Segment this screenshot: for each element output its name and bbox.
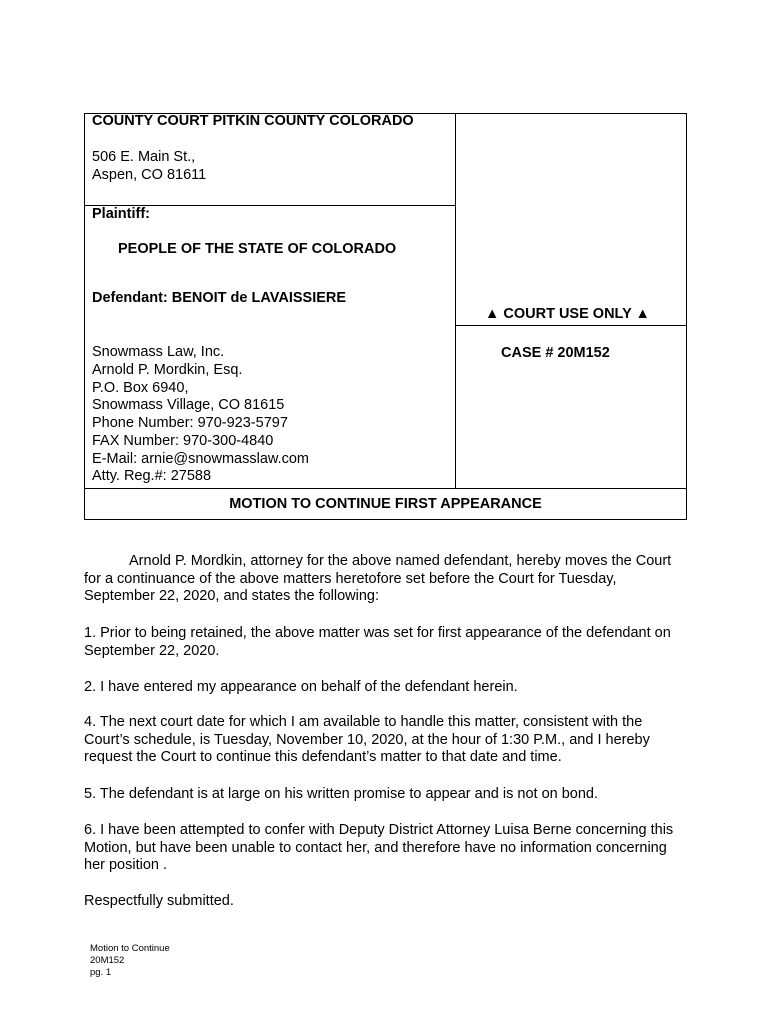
- numbered-paragraph: 6. I have been attempted to confer with Deputy District Attorney Luisa Berne concerning this Motion, but have been unable to contact her, and therefore have no information concerning her position .: [84, 822, 674, 873]
- court-address-line: 506 E. Main St.,: [92, 149, 196, 165]
- court-use-only-label: ▲ COURT USE ONLY ▲: [485, 306, 650, 322]
- numbered-paragraph: 1. Prior to being retained, the above matter was set for first appearance of the defendant on September 22, 2020.: [84, 625, 671, 659]
- caption-divider-title: [84, 488, 687, 489]
- intro-paragraph: Arnold P. Mordkin, attorney for the above named defendant, hereby moves the Court for a continuance of the above matters heretofore set before the Court for Tuesday, September 22, 2020, and states the following:: [84, 553, 672, 604]
- caption-divider-court-use: [455, 325, 687, 326]
- numbered-paragraph: 5. The defendant is at large on his written promise to appear and is not on bond.: [84, 786, 599, 802]
- attorney-block-line: Atty. Reg.#: 27588: [92, 468, 212, 484]
- court-address-line: Aspen, CO 81611: [92, 167, 207, 183]
- attorney-block-line: Phone Number: 970-923-5797: [92, 415, 288, 431]
- footer-line: 20M152: [90, 955, 125, 966]
- numbered-paragraph: 4. The next court date for which I am available to handle this matter, consistent with the Court’s schedule, is Tuesday, November 10, 2020, at the hour of 1:30 P.M., and I hereby request the Court to continue this defendant’s matter to that date and time.: [84, 714, 650, 765]
- defendant-line: Defendant: BENOIT de LAVAISSIERE: [92, 290, 347, 306]
- case-number: CASE # 20M152: [501, 345, 610, 361]
- numbered-paragraph: 2. I have entered my appearance on behalf of the defendant herein.: [84, 679, 518, 695]
- attorney-block-line: FAX Number: 970-300-4840: [92, 433, 274, 449]
- closing-line: Respectfully submitted.: [84, 893, 234, 909]
- motion-title: MOTION TO CONTINUE FIRST APPEARANCE: [229, 496, 542, 512]
- court-name: COUNTY COURT PITKIN COUNTY COLORADO: [92, 113, 414, 129]
- caption-column-divider: [455, 113, 456, 488]
- plaintiff-label: Plaintiff:: [92, 206, 150, 222]
- footer-line: Motion to Continue: [90, 943, 170, 954]
- attorney-block-line: E-Mail: arnie@snowmasslaw.com: [92, 451, 309, 467]
- attorney-block-line: Arnold P. Mordkin, Esq.: [92, 362, 243, 378]
- attorney-block-line: P.O. Box 6940,: [92, 380, 189, 396]
- attorney-block-line: Snowmass Law, Inc.: [92, 344, 225, 360]
- attorney-block-line: Snowmass Village, CO 81615: [92, 397, 285, 413]
- footer-line: pg. 1: [90, 967, 112, 978]
- plaintiff-name: PEOPLE OF THE STATE OF COLORADO: [118, 241, 397, 257]
